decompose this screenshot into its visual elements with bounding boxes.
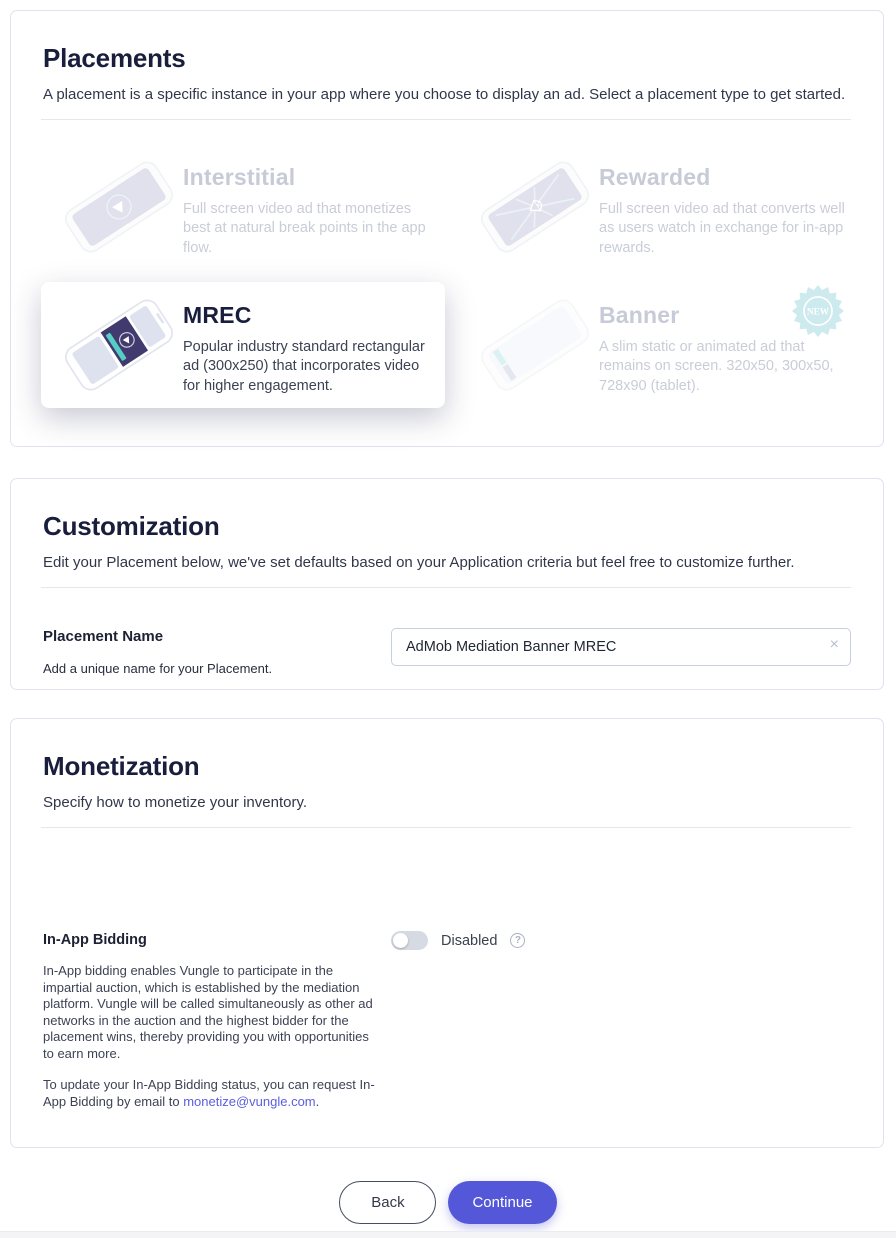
- customization-card: [10, 478, 884, 690]
- banner-title: Banner: [599, 302, 680, 328]
- rewarded-description: Full screen video ad that converts well as users watch in exchange for in-app rewards.: [599, 201, 845, 256]
- monetization-description: Specify how to monetize your inventory.: [43, 794, 308, 811]
- placement-name-input[interactable]: [391, 628, 851, 666]
- placement-type-banner[interactable]: [457, 282, 861, 408]
- new-badge-label: NEW: [806, 307, 830, 318]
- placements-card: [10, 10, 884, 447]
- footer-actions: [0, 1181, 896, 1224]
- rewarded-title: Rewarded: [599, 164, 711, 190]
- help-icon[interactable]: ?: [510, 933, 525, 948]
- placements-title: Placements: [43, 43, 186, 73]
- monetization-card: [10, 718, 884, 1148]
- clear-input-icon[interactable]: ×: [829, 636, 839, 653]
- interstitial-phone-icon: [55, 154, 183, 260]
- customization-title: Customization: [43, 511, 220, 541]
- toggle-knob: [393, 933, 408, 948]
- placement-name-help: Add a unique name for your Placement.: [43, 661, 273, 676]
- new-badge-icon: [791, 284, 845, 338]
- in-app-bidding-label: In-App Bidding: [43, 932, 147, 948]
- mrec-description: Popular industry standard rectangular ad (300x250) that incorporates video for higher engagement.: [183, 339, 425, 394]
- placement-name-label: Placement Name: [43, 628, 164, 645]
- in-app-bidding-toggle[interactable]: [391, 931, 428, 950]
- mrec-phone-icon: [55, 292, 183, 398]
- monetization-divider: [41, 827, 851, 828]
- back-button[interactable]: Back: [339, 1181, 436, 1224]
- bottom-strip: [0, 1231, 896, 1238]
- continue-button[interactable]: Continue: [448, 1181, 556, 1224]
- placements-description: A placement is a specific instance in your app where you choose to display an ad. Select a placement type to get started.: [43, 86, 846, 103]
- placement-type-rewarded[interactable]: [457, 144, 861, 270]
- rewarded-phone-icon: [471, 154, 599, 260]
- monetization-title: Monetization: [43, 751, 200, 781]
- customization-divider: [41, 587, 851, 588]
- in-app-bidding-row: [43, 932, 851, 1110]
- in-app-bidding-contact: To update your In-App Bidding status, you can request In-App Bidding by email to monetize@vungle.com.: [43, 1077, 375, 1109]
- customization-description: Edit your Placement below, we've set defaults based on your Application criteria but feel free to customize further.: [43, 554, 795, 571]
- placement-name-row: [43, 628, 851, 676]
- banner-description: A slim static or animated ad that remains on screen. 320x50, 300x50, 728x90 (tablet).: [599, 339, 834, 394]
- in-app-bidding-status: Disabled: [441, 932, 498, 949]
- placement-type-interstitial[interactable]: [41, 144, 445, 270]
- in-app-bidding-description: In-App bidding enables Vungle to participate in the impartial auction, which is established by the mediation platform. Vungle will be called simultaneously as other ad networks in the auction and the highest bidder for the placement wins, thereby providing you with opportunities to earn more.: [43, 963, 373, 1061]
- placement-type-grid: [11, 120, 883, 408]
- interstitial-title: Interstitial: [183, 164, 296, 190]
- mrec-title: MREC: [183, 302, 252, 328]
- placement-type-mrec[interactable]: [41, 282, 445, 408]
- interstitial-description: Full screen video ad that monetizes best at natural break points in the app flow.: [183, 201, 426, 256]
- banner-phone-icon: [471, 292, 599, 398]
- monetize-email-link[interactable]: monetize@vungle.com: [183, 1093, 316, 1109]
